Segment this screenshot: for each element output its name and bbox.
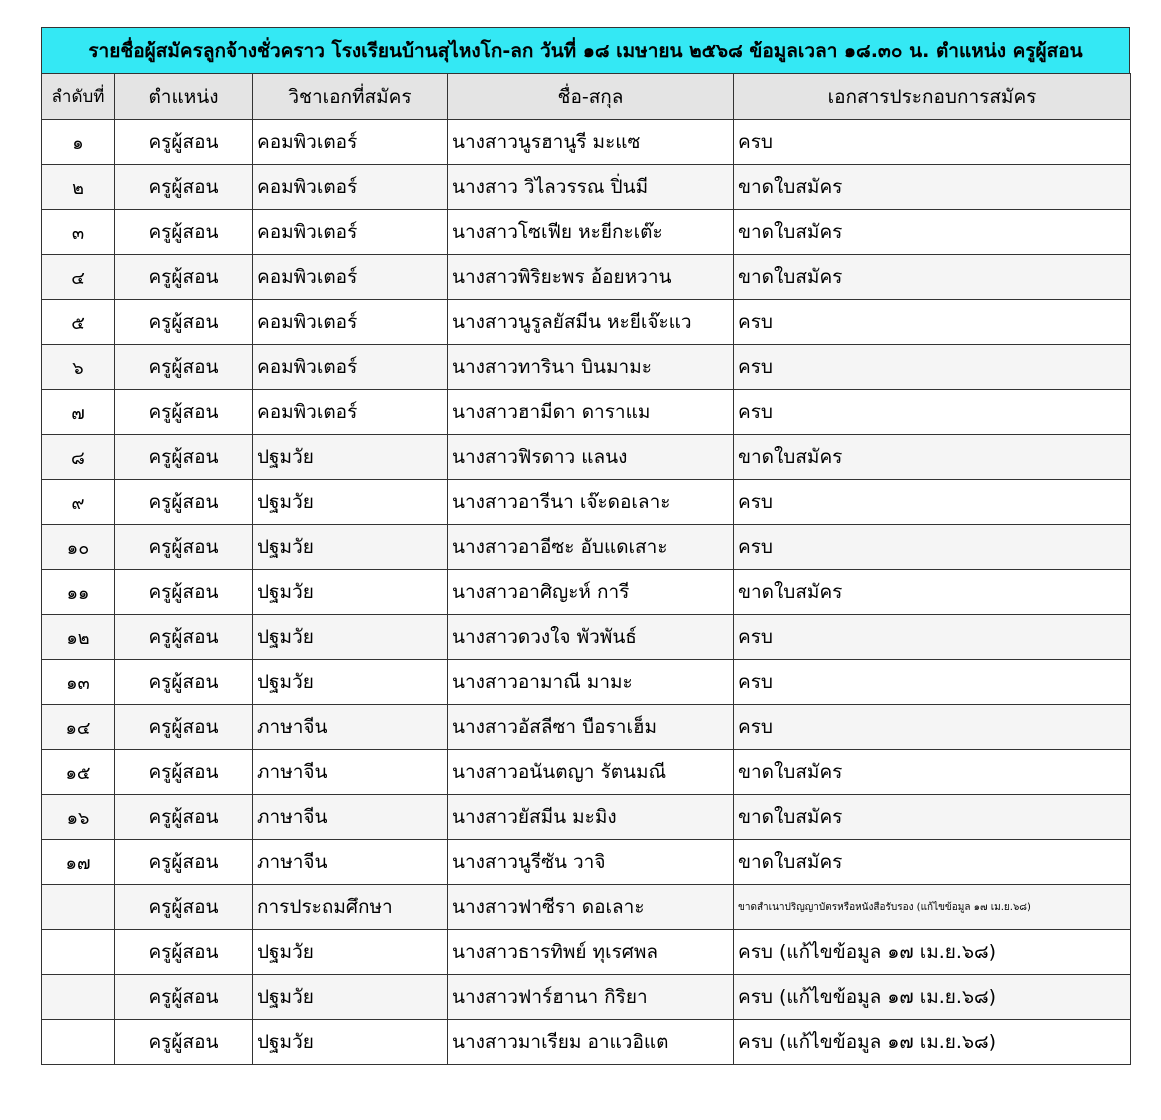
header-order: ลำดับที่: [42, 74, 115, 120]
cell-subject: ภาษาจีน: [253, 840, 448, 885]
cell-order: ๔: [42, 255, 115, 300]
table-row: [42, 525, 1131, 570]
cell-documents: ขาดใบสมัคร: [734, 165, 1131, 210]
cell-documents: ครบ: [734, 660, 1131, 705]
cell-documents: ขาดใบสมัคร: [734, 750, 1131, 795]
table-row: [42, 435, 1131, 480]
cell-subject: คอมพิวเตอร์: [253, 165, 448, 210]
cell-name: นางสาวพิริยะพร อ้อยหวาน: [448, 255, 734, 300]
table-row: [42, 930, 1131, 975]
cell-name: นางสาวฟิรดาว แลนง: [448, 435, 734, 480]
cell-order: ๑๓: [42, 660, 115, 705]
table-row: [42, 1020, 1131, 1065]
cell-subject: คอมพิวเตอร์: [253, 210, 448, 255]
cell-order: ๒: [42, 165, 115, 210]
cell-order: ๗: [42, 390, 115, 435]
table-row: [42, 660, 1131, 705]
cell-order: ๕: [42, 300, 115, 345]
table-row: [42, 570, 1131, 615]
header-documents: เอกสารประกอบการสมัคร: [734, 74, 1131, 120]
cell-subject: คอมพิวเตอร์: [253, 345, 448, 390]
table-row: [42, 165, 1131, 210]
table-row: [42, 840, 1131, 885]
cell-documents: ครบ: [734, 300, 1131, 345]
cell-subject: คอมพิวเตอร์: [253, 300, 448, 345]
table-row: [42, 750, 1131, 795]
table-row: [42, 885, 1131, 930]
table-row: [42, 615, 1131, 660]
cell-position: ครูผู้สอน: [115, 660, 253, 705]
table-row: [42, 120, 1131, 165]
table-row: [42, 975, 1131, 1020]
cell-order: ๑๒: [42, 615, 115, 660]
cell-documents: ครบ: [734, 120, 1131, 165]
header-name: ชื่อ-สกุล: [448, 74, 734, 120]
cell-subject: ปฐมวัย: [253, 660, 448, 705]
cell-position: ครูผู้สอน: [115, 615, 253, 660]
cell-order: ๑๐: [42, 525, 115, 570]
cell-order: [42, 930, 115, 975]
cell-name: นางสาวอาอีซะ อับแดเสาะ: [448, 525, 734, 570]
table-row: [42, 300, 1131, 345]
cell-order: [42, 885, 115, 930]
cell-documents: ขาดใบสมัคร: [734, 570, 1131, 615]
cell-documents: ครบ: [734, 615, 1131, 660]
cell-name: นางสาวนูรูลยัสมีน หะยีเจ๊ะแว: [448, 300, 734, 345]
applicant-sheet: [41, 27, 1130, 1065]
table-row: [42, 210, 1131, 255]
table-row: [42, 390, 1131, 435]
cell-position: ครูผู้สอน: [115, 255, 253, 300]
cell-subject: คอมพิวเตอร์: [253, 390, 448, 435]
applicant-table: [41, 73, 1131, 1065]
table-row: [42, 345, 1131, 390]
cell-subject: ปฐมวัย: [253, 570, 448, 615]
cell-position: ครูผู้สอน: [115, 930, 253, 975]
cell-subject: ปฐมวัย: [253, 480, 448, 525]
cell-order: ๑๗: [42, 840, 115, 885]
cell-subject: ปฐมวัย: [253, 975, 448, 1020]
cell-position: ครูผู้สอน: [115, 480, 253, 525]
cell-name: นางสาวธารทิพย์ ทุเรศพล: [448, 930, 734, 975]
cell-documents: ครบ: [734, 390, 1131, 435]
cell-name: นางสาวอาศิญะห์ การี: [448, 570, 734, 615]
cell-order: ๑๑: [42, 570, 115, 615]
cell-order: ๑: [42, 120, 115, 165]
cell-name: นางสาวฟาร์ฮานา กิริยา: [448, 975, 734, 1020]
cell-subject: ปฐมวัย: [253, 1020, 448, 1065]
cell-position: ครูผู้สอน: [115, 300, 253, 345]
cell-position: ครูผู้สอน: [115, 1020, 253, 1065]
cell-documents: ครบ: [734, 525, 1131, 570]
cell-documents: ขาดใบสมัคร: [734, 840, 1131, 885]
cell-documents: ขาดใบสมัคร: [734, 435, 1131, 480]
cell-position: ครูผู้สอน: [115, 570, 253, 615]
cell-subject: คอมพิวเตอร์: [253, 255, 448, 300]
cell-name: นางสาวอามาณี มามะ: [448, 660, 734, 705]
cell-documents: ครบ (แก้ไขข้อมูล ๑๗ เม.ย.๖๘): [734, 930, 1131, 975]
cell-documents: ขาดใบสมัคร: [734, 795, 1131, 840]
cell-name: นางสาวนูรฮานูรี มะแซ: [448, 120, 734, 165]
cell-order: ๓: [42, 210, 115, 255]
cell-name: นางสาวนูรีซัน วาจิ: [448, 840, 734, 885]
cell-position: ครูผู้สอน: [115, 525, 253, 570]
cell-name: นางสาวทารินา บินมามะ: [448, 345, 734, 390]
cell-name: นางสาวอารีนา เจ๊ะดอเลาะ: [448, 480, 734, 525]
cell-order: ๑๔: [42, 705, 115, 750]
cell-documents: ครบ: [734, 705, 1131, 750]
cell-position: ครูผู้สอน: [115, 750, 253, 795]
cell-order: ๑๕: [42, 750, 115, 795]
cell-documents: ครบ: [734, 480, 1131, 525]
cell-order: ๘: [42, 435, 115, 480]
cell-subject: ปฐมวัย: [253, 615, 448, 660]
cell-name: นางสาว วิไลวรรณ ปิ่นมี: [448, 165, 734, 210]
table-row: [42, 705, 1131, 750]
cell-order: [42, 1020, 115, 1065]
cell-position: ครูผู้สอน: [115, 345, 253, 390]
header-subject: วิชาเอกที่สมัคร: [253, 74, 448, 120]
cell-position: ครูผู้สอน: [115, 975, 253, 1020]
cell-subject: ปฐมวัย: [253, 435, 448, 480]
cell-documents: ขาดสำเนาปริญญาบัตรหรือหนังสือรับรอง (แก้ไขข้อมูล ๑๗ เม.ย.๖๘): [734, 885, 1131, 930]
sheet-title: รายชื่อผู้สมัครลูกจ้างชั่วคราว โรงเรียนบ้านสุไหงโก-ลก วันที่ ๑๘ เมษายน ๒๕๖๘ ข้อมูลเวลา ๑๘.๓๐ น. ตำแหน่ง ครูผู้สอน: [41, 27, 1130, 73]
cell-name: นางสาวมาเรียม อาแวอิแต: [448, 1020, 734, 1065]
cell-position: ครูผู้สอน: [115, 885, 253, 930]
cell-documents: ครบ: [734, 345, 1131, 390]
cell-name: นางสาวโซเฟีย หะยีกะเต๊ะ: [448, 210, 734, 255]
cell-subject: คอมพิวเตอร์: [253, 120, 448, 165]
cell-subject: ภาษาจีน: [253, 705, 448, 750]
cell-position: ครูผู้สอน: [115, 795, 253, 840]
cell-name: นางสาวอนันตญา รัตนมณี: [448, 750, 734, 795]
cell-subject: การประถมศึกษา: [253, 885, 448, 930]
cell-subject: ปฐมวัย: [253, 525, 448, 570]
cell-position: ครูผู้สอน: [115, 705, 253, 750]
cell-position: ครูผู้สอน: [115, 120, 253, 165]
cell-name: นางสาวอัสลีซา บือราเฮ็ม: [448, 705, 734, 750]
cell-position: ครูผู้สอน: [115, 165, 253, 210]
cell-documents: ขาดใบสมัคร: [734, 210, 1131, 255]
cell-order: ๑๖: [42, 795, 115, 840]
cell-name: นางสาวดวงใจ พัวพันธ์: [448, 615, 734, 660]
table-row: [42, 255, 1131, 300]
cell-order: ๙: [42, 480, 115, 525]
cell-order: ๖: [42, 345, 115, 390]
cell-position: ครูผู้สอน: [115, 210, 253, 255]
table-row: [42, 795, 1131, 840]
table-body: [42, 120, 1131, 1065]
cell-position: ครูผู้สอน: [115, 390, 253, 435]
header-position: ตำแหน่ง: [115, 74, 253, 120]
cell-subject: ปฐมวัย: [253, 930, 448, 975]
cell-documents: ครบ (แก้ไขข้อมูล ๑๗ เม.ย.๖๘): [734, 975, 1131, 1020]
cell-name: นางสาวยัสมีน มะมิง: [448, 795, 734, 840]
table-header-row: [42, 74, 1131, 120]
cell-order: [42, 975, 115, 1020]
cell-name: นางสาวฮามีดา ดาราแม: [448, 390, 734, 435]
cell-name: นางสาวฟาซีรา ดอเลาะ: [448, 885, 734, 930]
cell-subject: ภาษาจีน: [253, 795, 448, 840]
cell-position: ครูผู้สอน: [115, 435, 253, 480]
cell-documents: ขาดใบสมัคร: [734, 255, 1131, 300]
table-row: [42, 480, 1131, 525]
cell-position: ครูผู้สอน: [115, 840, 253, 885]
cell-subject: ภาษาจีน: [253, 750, 448, 795]
cell-documents: ครบ (แก้ไขข้อมูล ๑๗ เม.ย.๖๘): [734, 1020, 1131, 1065]
